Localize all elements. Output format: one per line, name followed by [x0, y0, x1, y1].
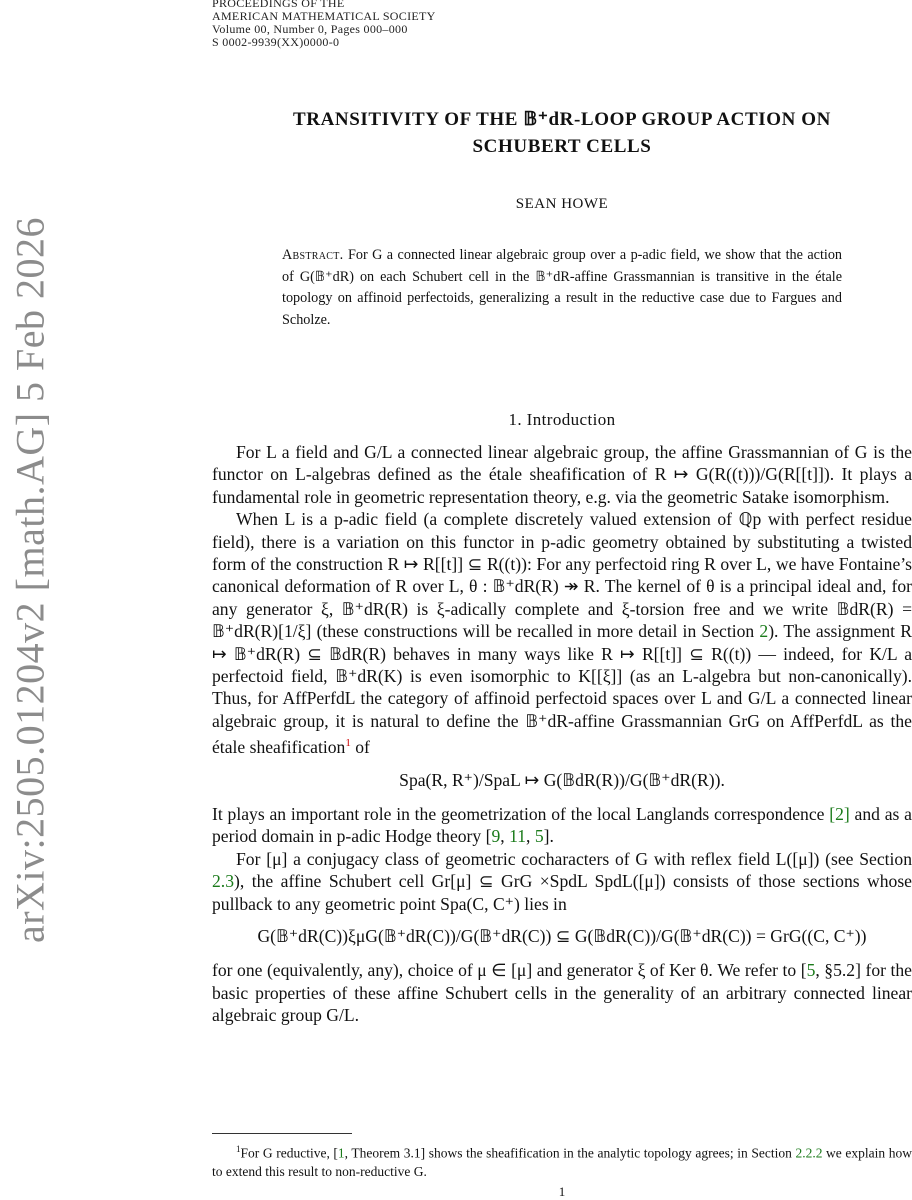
arxiv-sidebar-stamp	[0, 60, 60, 1100]
footnote-link[interactable]: 1	[345, 737, 351, 750]
citation-link[interactable]: 5	[806, 960, 816, 981]
header-line-1: PROCEEDINGS OF THE	[212, 0, 345, 10]
paragraph-1: For L a field and G/L a connected linear algebraic group, the affine Grassmannian of G is the functor on L-algebras defined as the étale sheafification of R ↦ G(R((t)))/G(R[[t]]). It plays a fundamental role in geometric representation theory, e.g. via the geometric Satake isomorphism.	[212, 442, 912, 507]
citation-link[interactable]: 5	[534, 826, 544, 847]
paragraph-2	[212, 508, 912, 758]
footnote-mark: 1	[236, 1144, 241, 1154]
section-link[interactable]: 2.2.2	[795, 1145, 823, 1161]
header-line-2: AMERICAN MATHEMATICAL SOCIETY	[212, 9, 436, 23]
paragraph-2-text-a: When L is a p-adic field (a complete discretely valued extension of ℚp with perfect residue field), there is a variation on this functor in p-adic geometry obtained by substituting a twisted form of the construction R ↦ R[[t]] ⊆ R((t)): For any perfectoid ring R over L, we have Fontaine’s canonical deformation of R over L, θ : 𝔹⁺dR(R) ↠ R. The kernel of θ is a principal ideal and, for any generator ξ, 𝔹⁺dR(R) is ξ-adically complete and ξ-torsion free and we write 𝔹dR(R) = 𝔹⁺dR(R)[1/ξ] (these constructions will be recalled in more detail in Section	[212, 509, 912, 642]
equation-2: G(𝔹⁺dR(C))ξμG(𝔹⁺dR(C))/G(𝔹⁺dR(C)) ⊆ G(𝔹dR(C))/G(𝔹⁺dR(C)) = GrG((C, C⁺))	[257, 925, 867, 946]
header-line-4: S 0002-9939(XX)0000-0	[212, 35, 340, 49]
paragraph-3-text-c: ].	[543, 826, 554, 847]
author-name: SEAN HOWE	[515, 196, 609, 212]
journal-header	[212, 0, 436, 49]
paragraph-2-text-b: ). The assignment R ↦ 𝔹⁺dR(R) ⊆ 𝔹dR(R) behaves in many ways like R ↦ R[[t]] ⊆ R((t)) — indeed, for K/L a perfectoid field, 𝔹⁺dR(K) is even isomorphic to K[[ξ]] (as an L-algebra but non-canonically). Thus, for AffPerfdL the category of affinoid perfectoid spaces over L and G/L a connected linear algebraic group, it is natural to define the 𝔹⁺dR-affine Grassmannian GrG on AffPerfdL as the étale sheafification	[212, 621, 912, 758]
title-line-2: SCHUBERT CELLS	[472, 136, 652, 157]
abstract	[282, 245, 842, 331]
paragraph-4-text-b: ), the affine Schubert cell Gr[μ] ⊆ GrG ×SpdL SpdL([μ]) consists of those sections whose pullback to any geometric point Spa(C, C⁺) lies in	[212, 871, 912, 914]
abstract-text: For G a connected linear algebraic group over a p-adic field, we show that the action of G(𝔹⁺dR) on each Schubert cell in the 𝔹⁺dR-affine Grassmannian is transitive in the étale topology on affinoid perfectoids, generalizing a result in the reductive case due to Fargues and Scholze.	[282, 247, 843, 328]
footnote-text-a: For G reductive, [	[240, 1145, 338, 1161]
citation-link[interactable]: 1	[337, 1145, 345, 1161]
equation-1: Spa(R, R⁺)/SpaL ↦ G(𝔹dR(R))/G(𝔹⁺dR(R)).	[399, 769, 725, 790]
footnote-text-c: we explain how to extend this result to non-reductive G.	[212, 1145, 912, 1179]
paragraph-3: It plays an important role in the geometrization of the local Langlands correspondence [2] and as a period domain in p-adic Hodge theory [9, 11, 5].	[212, 803, 912, 847]
title-line-1: TRANSITIVITY OF THE 𝔹⁺dR-LOOP GROUP ACTION ON	[293, 109, 831, 130]
citation-link[interactable]: 11	[509, 826, 527, 847]
abstract-label: Abstract.	[282, 247, 344, 263]
footnote-text-b: , Theorem 3.1] shows the sheafification in the analytic topology agrees; in Section	[344, 1145, 796, 1161]
footnote	[212, 1140, 912, 1181]
paragraph-2-text-c: of	[350, 737, 370, 758]
section-heading: 1. Introduction	[508, 410, 616, 429]
paragraph-5-text-b: , §5.2] for the basic properties of these affine Schubert cells in the generality of an arbitrary connected linear algebraic group G/L.	[212, 960, 912, 1026]
section-link[interactable]: 2.3	[212, 871, 234, 892]
paragraph-4	[212, 848, 912, 915]
citation-link[interactable]: [2]	[829, 803, 850, 824]
paragraph-4-text-a: For [μ] a conjugacy class of geometric cocharacters of G with reflex field L([μ]) (see Section	[236, 848, 912, 869]
paper-title	[212, 106, 912, 160]
page-number: 1	[558, 1184, 566, 1199]
footnote-rule	[212, 1133, 352, 1134]
body-text	[212, 441, 912, 1027]
paragraph-5-text-a: for one (equivalently, any), choice of μ ∈ [μ] and generator ξ of Ker θ. We refer to [	[212, 960, 807, 981]
arxiv-identifier: arXiv:2505.01204v2 [math.AG] 5 Feb 2026	[7, 216, 53, 944]
paragraph-3-text-a: It plays an important role in the geometrization of the local Langlands correspondence	[212, 803, 830, 824]
section-link[interactable]: 2	[759, 621, 769, 642]
paragraph-3-text-b: and as a period domain in p-adic Hodge theory [	[212, 803, 912, 847]
header-line-3: Volume 00, Number 0, Pages 000–000	[212, 22, 408, 36]
citation-link[interactable]: 9	[491, 826, 501, 847]
paragraph-5	[212, 959, 912, 1026]
